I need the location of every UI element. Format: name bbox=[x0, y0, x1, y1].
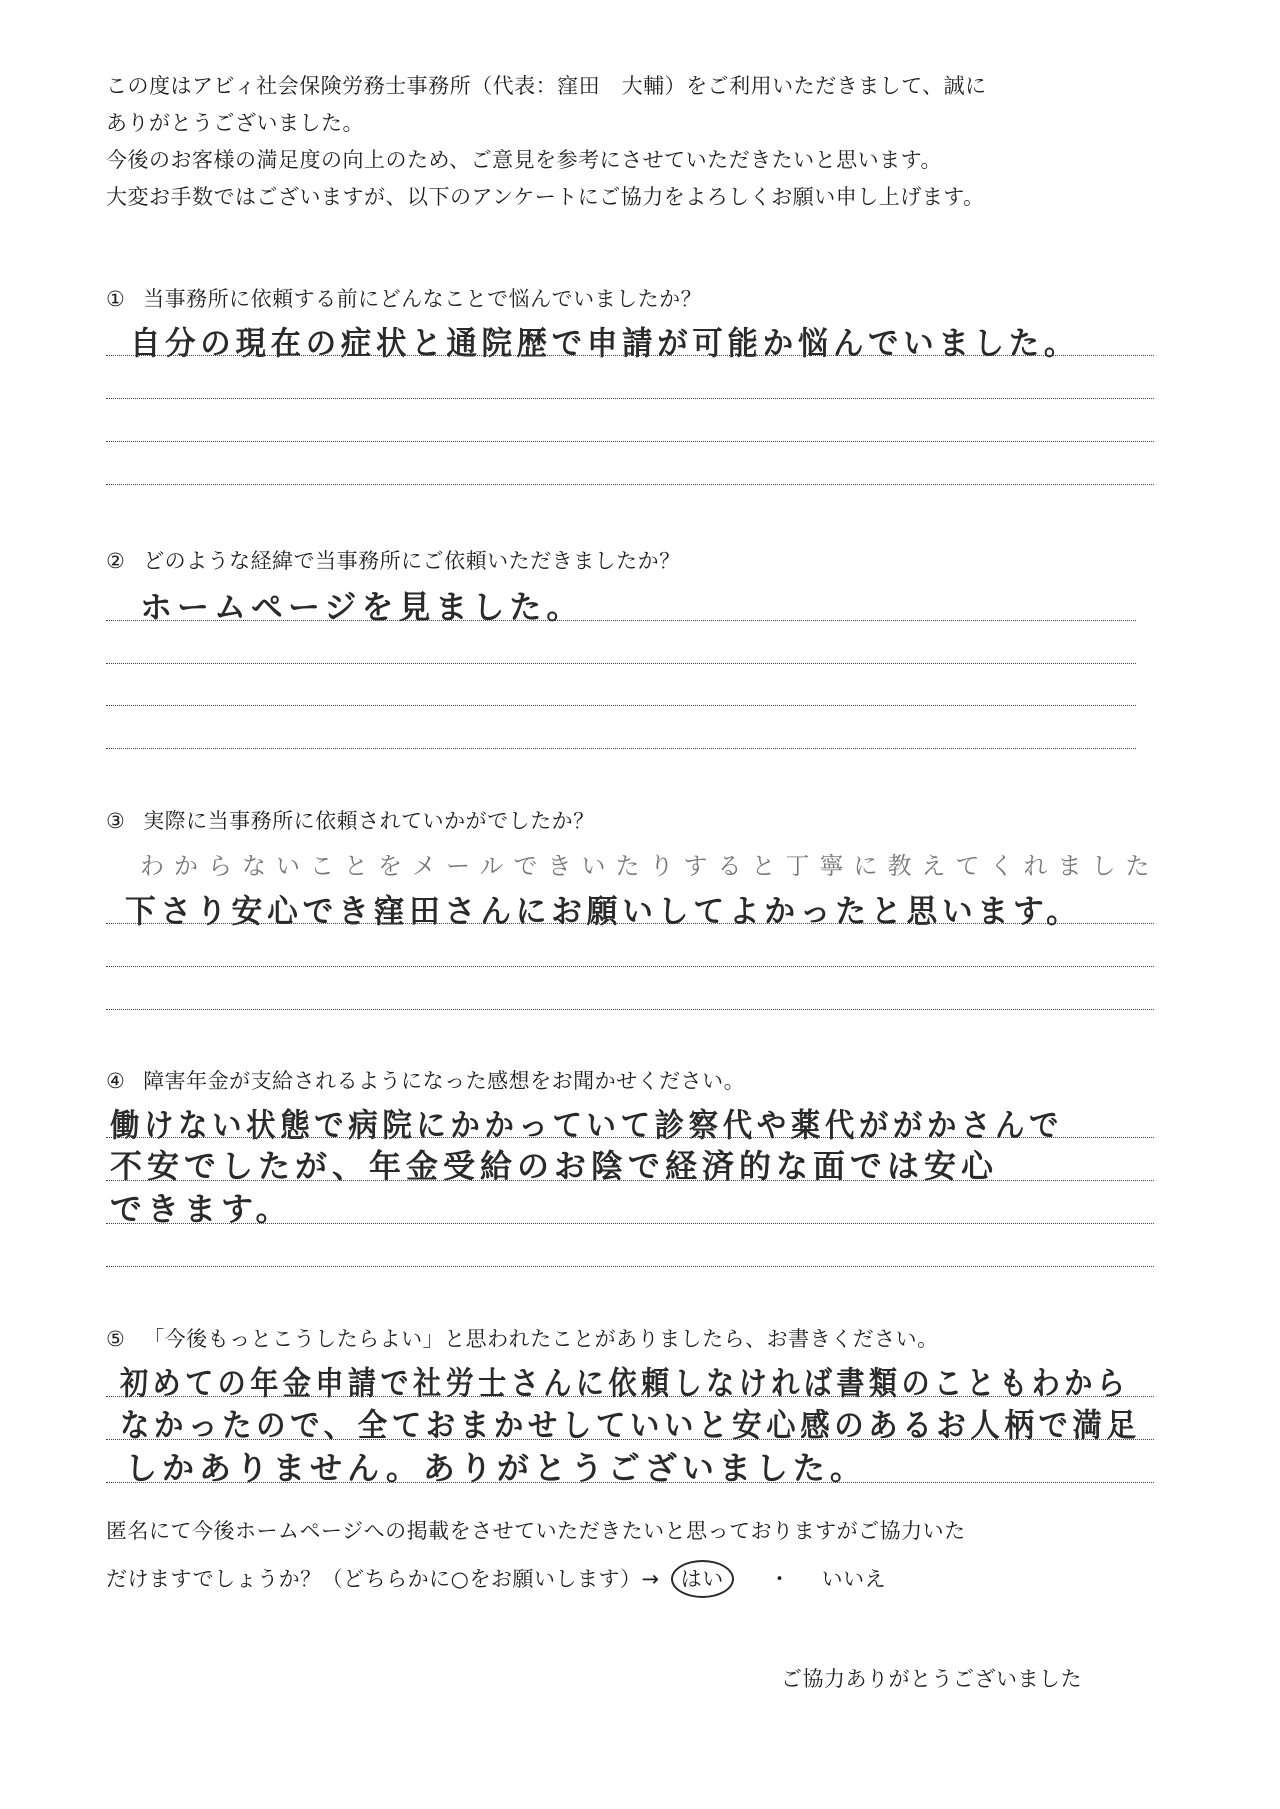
answer-handwriting: 不安でしたが、年金受給のお陰で経済的な面では安心 bbox=[110, 1147, 999, 1185]
intro-line: この度はアビィ社会保険労務士事務所（代表：窪田 大輔）をご利用いただきまして、誠に bbox=[106, 74, 987, 98]
answer-handwriting: ホームページを見ました。 bbox=[140, 588, 584, 626]
answer-line bbox=[106, 748, 1136, 749]
answer-handwriting: 自分の現在の症状と通院歴で申請が可能か悩んでいました。 bbox=[130, 324, 1080, 362]
question-text: どのような経緯で当事務所にご依頼いただきましたか？ bbox=[143, 549, 681, 573]
answer-line bbox=[106, 705, 1136, 706]
answer-handwriting-faint: わからないことをメールできいたりすると丁寧に教えてくれました bbox=[140, 852, 1160, 880]
answer-line bbox=[106, 1137, 1154, 1138]
question-1 bbox=[106, 283, 1176, 313]
question-5 bbox=[106, 1323, 1176, 1353]
consent-yes-option[interactable]: はい bbox=[671, 1560, 734, 1598]
answer-handwriting: 働けない状態で病院にかかっていて診察代や薬代ががかさんで bbox=[110, 1106, 1064, 1144]
consent-prompt: だけますでしょうか？（どちらかに○をお願いします）→ bbox=[106, 1567, 660, 1591]
question-number: ③ bbox=[106, 809, 126, 833]
intro-line: 大変お手数ではございますが、以下のアンケートにご協力をよろしくお願い申し上げます。 bbox=[106, 185, 985, 209]
answer-line bbox=[106, 398, 1154, 399]
question-2 bbox=[106, 545, 1176, 575]
question-number: ⑤ bbox=[106, 1327, 126, 1351]
question-number: ④ bbox=[106, 1069, 126, 1093]
intro-text bbox=[106, 68, 1186, 216]
answer-line bbox=[106, 355, 1154, 356]
question-text: 実際に当事務所に依頼されていかがでしたか？ bbox=[143, 809, 595, 833]
answer-line bbox=[106, 620, 1136, 621]
answer-line bbox=[106, 966, 1154, 967]
answer-line bbox=[106, 1266, 1154, 1267]
answer-line bbox=[106, 1482, 1154, 1483]
intro-line: ありがとうございました。 bbox=[106, 111, 364, 135]
question-text: 当事務所に依頼する前にどんなことで悩んでいましたか？ bbox=[143, 287, 703, 311]
answer-handwriting: なかったので、全ておまかせしていいと安心感のあるお人柄で満足 bbox=[120, 1406, 1141, 1444]
consent-no-option[interactable]: いいえ bbox=[821, 1567, 887, 1591]
question-3 bbox=[106, 805, 1176, 835]
question-number: ② bbox=[106, 549, 126, 573]
question-text: 「今後もっとこうしたらよい」と思われたことがありましたら、お書きください。 bbox=[143, 1327, 939, 1351]
answer-handwriting: しかありません。ありがとうございました。 bbox=[125, 1449, 867, 1487]
answer-handwriting: 初めての年金申請で社労士さんに依頼しなければ書類のこともわから bbox=[120, 1364, 1130, 1402]
answer-line bbox=[106, 1009, 1154, 1010]
answer-handwriting: できます。 bbox=[110, 1190, 293, 1228]
consent-question-cont bbox=[106, 1555, 1186, 1603]
question-text: 障害年金が支給されるようになった感想をお聞かせください。 bbox=[143, 1069, 746, 1093]
intro-line: 今後のお客様の満足度の向上のため、ご意見を参考にさせていただきたいと思います。 bbox=[106, 148, 942, 172]
answer-line bbox=[106, 663, 1136, 664]
closing-message: ご協力ありがとうございました bbox=[781, 1667, 1082, 1691]
answer-line bbox=[106, 484, 1154, 485]
answer-handwriting: 下さり安心でき窪田さんにお願いしてよかったと思います。 bbox=[125, 892, 1082, 930]
question-number: ① bbox=[106, 287, 126, 311]
consent-question: 匿名にて今後ホームページへの掲載をさせていただきたいと思っておりますがご協力いた bbox=[106, 1519, 966, 1543]
answer-line bbox=[106, 923, 1154, 924]
consent-section bbox=[106, 1507, 1186, 1603]
answer-line bbox=[106, 1439, 1154, 1440]
answer-line bbox=[106, 1396, 1154, 1397]
answer-line bbox=[106, 441, 1154, 442]
consent-separator: ・ bbox=[768, 1567, 791, 1591]
answer-line bbox=[106, 1180, 1154, 1181]
answer-line bbox=[106, 1223, 1154, 1224]
question-4 bbox=[106, 1065, 1176, 1095]
